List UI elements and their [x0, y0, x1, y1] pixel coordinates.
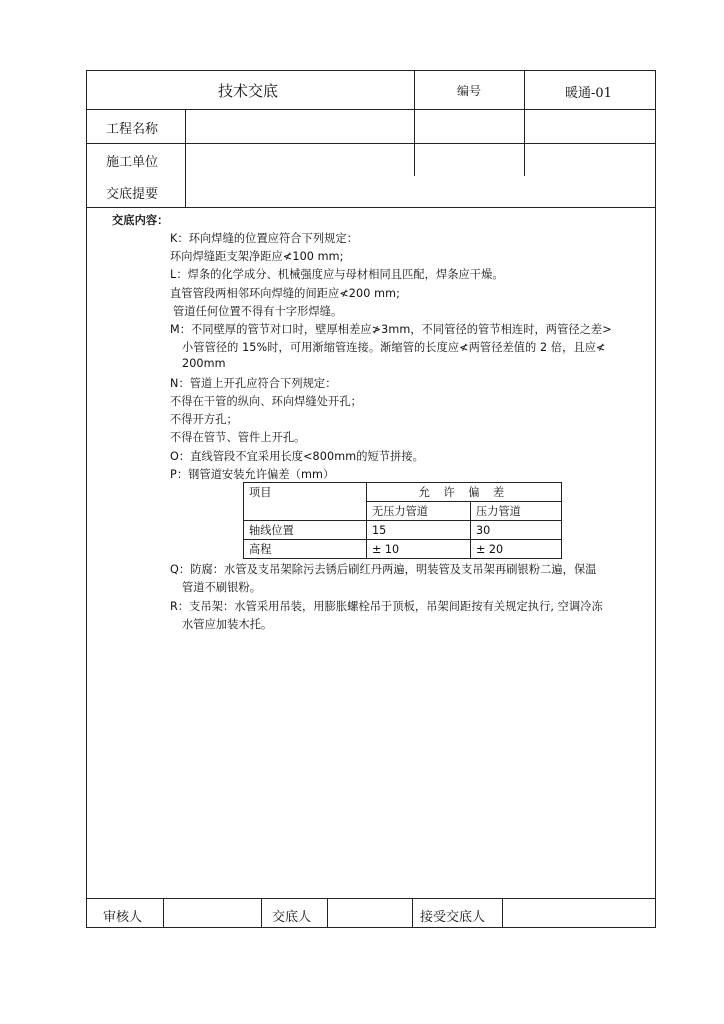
content-line: L：焊条的化学成分、机械强度应与母材相同且匹配，焊条应干燥。: [170, 268, 504, 281]
discloser-label: 交底人: [272, 910, 312, 925]
rule-footer-top: [86, 898, 656, 899]
rule-summary-bottom: [86, 207, 656, 208]
content-line: 小管管径的 15%时，可用渐缩管连接。渐缩管的长度应≮两管径差值的 2 倍，且应≮: [182, 341, 606, 354]
rule-project-bottom: [86, 143, 656, 144]
header-pressure: 压力管道: [471, 502, 562, 521]
form-title: 技术交底: [218, 82, 279, 100]
table-row: [244, 521, 562, 540]
number-label: 编号: [457, 84, 482, 98]
row-pressure: ± 20: [471, 540, 562, 559]
row-pressure: 30: [471, 521, 562, 540]
content-line: N：管道上开孔应符合下列规定：: [170, 377, 337, 390]
header-allow: 允 许 偏 差: [367, 483, 562, 502]
content-line: 管道不刷银粉。: [182, 581, 262, 594]
table-row: [244, 540, 562, 559]
content-line: Q：防腐：水管及支吊架除污去锈后刷红丹两遍，明装管及支吊架再刷银粉二遍，保温: [170, 563, 597, 576]
rule-footer-col4: [412, 898, 413, 928]
rule-footer-col1: [163, 898, 164, 928]
rule-header-col2: [524, 70, 525, 176]
content-line: 不得开方孔；: [170, 413, 238, 426]
deviation-table: [243, 482, 562, 559]
content-line: O：直线管段不宜采用长度<800mm的短节拼接。: [170, 450, 424, 463]
row-item: 轴线位置: [244, 521, 367, 540]
content-line: M：不同壁厚的管节对口时，壁厚相差应≯3mm，不同管径的管节相连时，两管径之差>: [170, 323, 612, 336]
content-line: 200mm: [182, 357, 226, 370]
row-nonpressure: ± 10: [367, 540, 471, 559]
rule-footer-col5: [502, 898, 503, 928]
content-line: 直管管段两相邻环向焊缝的间距应≮200 mm;: [170, 287, 400, 300]
content-line: 不得在干管的纵向、环向焊缝处开孔；: [170, 395, 362, 408]
content-line: 环向焊缝距支架净距应≮100 mm;: [170, 250, 344, 263]
rule-footer-col2: [261, 898, 262, 928]
content-line: 不得在管节、管件上开孔。: [170, 431, 306, 444]
content-line: 管道任何位置不得有十字形焊缝。: [173, 305, 343, 318]
reviewer-label: 审核人: [103, 910, 143, 925]
table-header-row: [244, 483, 562, 502]
header-nonpressure: 无压力管道: [367, 502, 471, 521]
construction-unit-label: 施工单位: [106, 155, 159, 170]
summary-label: 交底提要: [106, 187, 159, 202]
rule-footer-col3: [327, 898, 328, 928]
row-item: 高程: [244, 540, 367, 559]
row-nonpressure: 15: [367, 521, 471, 540]
content-heading: 交底内容：: [112, 214, 169, 227]
content-line: K：环向焊缝的位置应符合下列规定：: [170, 232, 359, 245]
content-line: P：钢管道安装允许偏差（mm）: [170, 468, 335, 481]
header-item: 项目: [244, 483, 367, 521]
receiver-label: 接受交底人: [420, 910, 486, 925]
number-value: 暖通-01: [565, 86, 612, 101]
content-line: R：支吊架：水管采用吊装，用膨胀螺栓吊于顶板，吊架间距按有关规定执行, 空调冷冻: [170, 600, 603, 613]
content-line: 水管应加装木托。: [182, 618, 273, 631]
rule-header-bottom: [86, 109, 656, 110]
rule-header-col1: [414, 70, 415, 176]
project-name-label: 工程名称: [106, 122, 159, 137]
rule-label-col: [185, 109, 186, 207]
